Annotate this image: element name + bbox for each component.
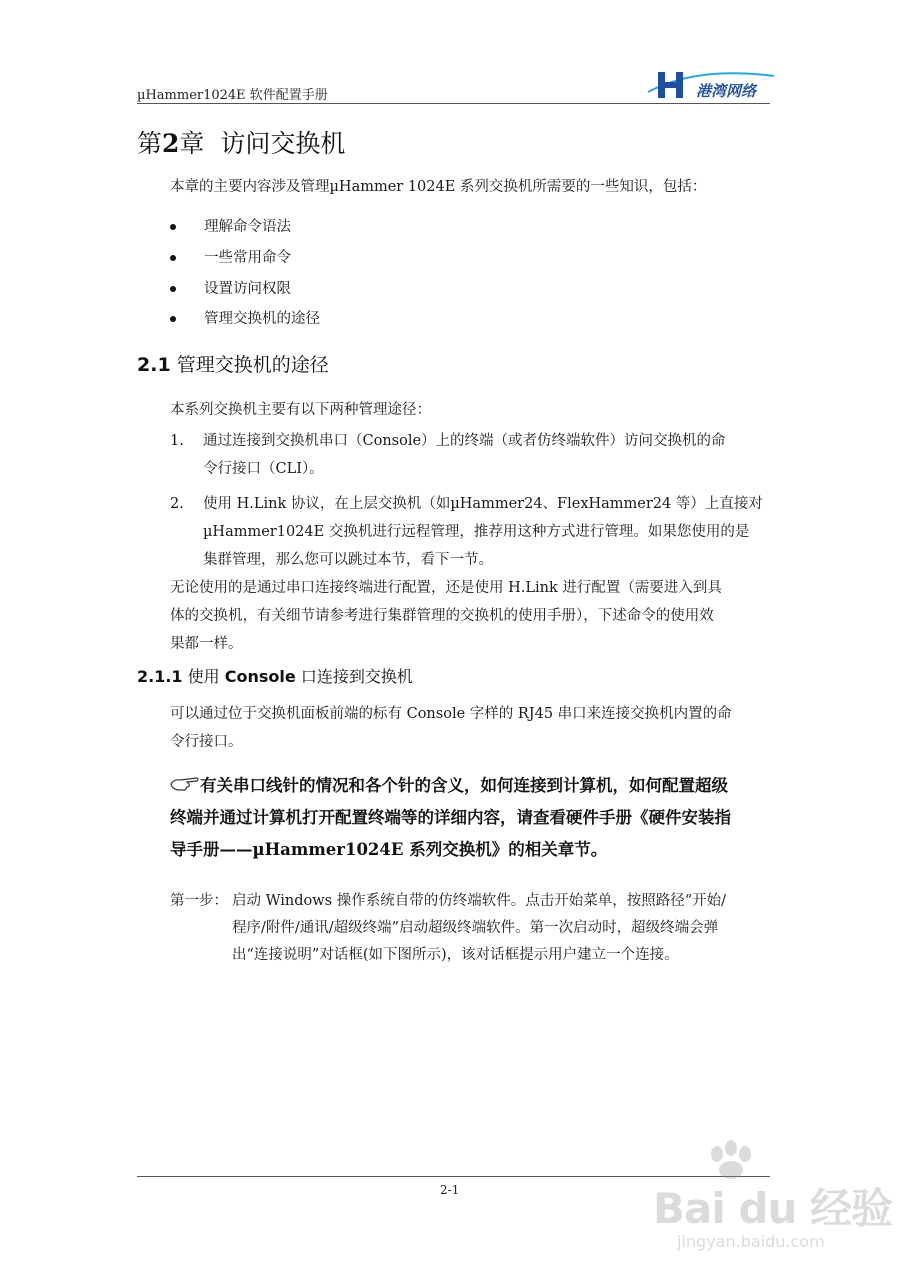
bullet-icon [170, 316, 176, 322]
bullet-icon [170, 224, 176, 230]
chapter-name: 访问交换机 [220, 129, 346, 158]
pointing-hand-icon [170, 775, 200, 793]
list-item-line: µHammer1024E 交换机进行远程管理，推荐用这种方式进行管理。如果您使用的是 [203, 524, 750, 540]
page-number: 2-1 [440, 1183, 460, 1197]
intro-paragraph: 本章的主要内容涉及管理µHammer 1024E 系列交换机所需要的一些知识，包括： [170, 179, 707, 195]
chapter-suffix: 章 [179, 129, 205, 158]
body-line: 令行接口。 [170, 734, 243, 750]
chapter-number: 2 [162, 129, 180, 158]
note-line: 有关串口线针的情况和各个针的含义，如何连接到计算机，如何配置超级 [200, 776, 728, 795]
watermark [643, 1140, 892, 1270]
section-heading-2-1 [137, 350, 329, 377]
note-product: µHammer1024E [252, 840, 404, 859]
watermark-url: jingyan.baidu.com [677, 1232, 825, 1251]
bullet-text: 管理交换机的途径 [204, 311, 320, 327]
watermark-brand: Bai du 经验 [653, 1184, 892, 1233]
body-line: 果都一样。 [170, 636, 243, 652]
list-item-line: 使用 H.Link 协议，在上层交换机（如µHammer24、FlexHammer24 等）上直接对 [203, 496, 763, 512]
note-line: 终端并通过计算机打开配置终端等的详细内容，请查看硬件手册《硬件安装指 [170, 808, 731, 827]
note-line-pre: 导手册—— [170, 840, 253, 859]
note-block [170, 770, 772, 866]
section-intro: 本系列交换机主要有以下两种管理途径： [170, 402, 431, 418]
step-line: 程序/附件/通讯/超级终端”启动超级终端软件。第一次启动时，超级终端会弹 [232, 920, 719, 936]
step-label: 第一步： [170, 893, 228, 909]
chapter-prefix: 第 [137, 129, 163, 158]
bullet-text: 理解命令语法 [204, 219, 291, 235]
subsection-number: 2.1.1 [137, 667, 183, 686]
list-number: 2. [170, 496, 184, 512]
header-title: µHammer1024E 软件配置手册 [137, 88, 328, 103]
bullet-text: 一些常用命令 [204, 250, 291, 266]
header-divider [137, 103, 770, 104]
step-line: 出“连接说明”对话框(如下图所示)，该对话框提示用户建立一个连接。 [232, 947, 679, 963]
subsection-title-bold: Console [224, 667, 296, 686]
body-line: 无论使用的是通过串口连接终端进行配置，还是使用 H.Link 进行配置（需要进入到具 [170, 580, 722, 596]
paw-icon [703, 1140, 763, 1180]
bullet-text: 设置访问权限 [204, 281, 291, 297]
list-item-line: 令行接口（CLI）。 [203, 461, 324, 477]
subsection-title-post: 口连接到交换机 [300, 667, 413, 686]
section-number: 2.1 [137, 354, 171, 376]
step-line: 启动 Windows 操作系统自带的仿终端软件。点击开始菜单，按照路径“开始/ [232, 893, 727, 909]
bullet-icon [170, 286, 176, 292]
body-line: 可以通过位于交换机面板前端的标有 Console 字样的 RJ45 串口来连接交换机内置的命 [170, 706, 732, 722]
section-title: 管理交换机的途径 [176, 354, 329, 376]
note-line-post: 系列交换机》的相关章节。 [403, 840, 608, 859]
list-item-line: 集群管理，那么您可以跳过本节，看下一节。 [203, 552, 493, 568]
section-heading-2-1-1 [137, 664, 413, 687]
list-number: 1. [170, 433, 184, 449]
subsection-title-pre: 使用 [187, 667, 220, 686]
logo-text: 港湾网络 [696, 82, 757, 100]
list-item-line: 通过连接到交换机串口（Console）上的终端（或者仿终端软件）访问交换机的命 [203, 433, 726, 449]
bullet-icon [170, 255, 176, 261]
body-line: 体的交换机，有关细节请参考进行集群管理的交换机的使用手册），下述命令的使用效 [170, 608, 714, 624]
chapter-title [137, 124, 345, 160]
